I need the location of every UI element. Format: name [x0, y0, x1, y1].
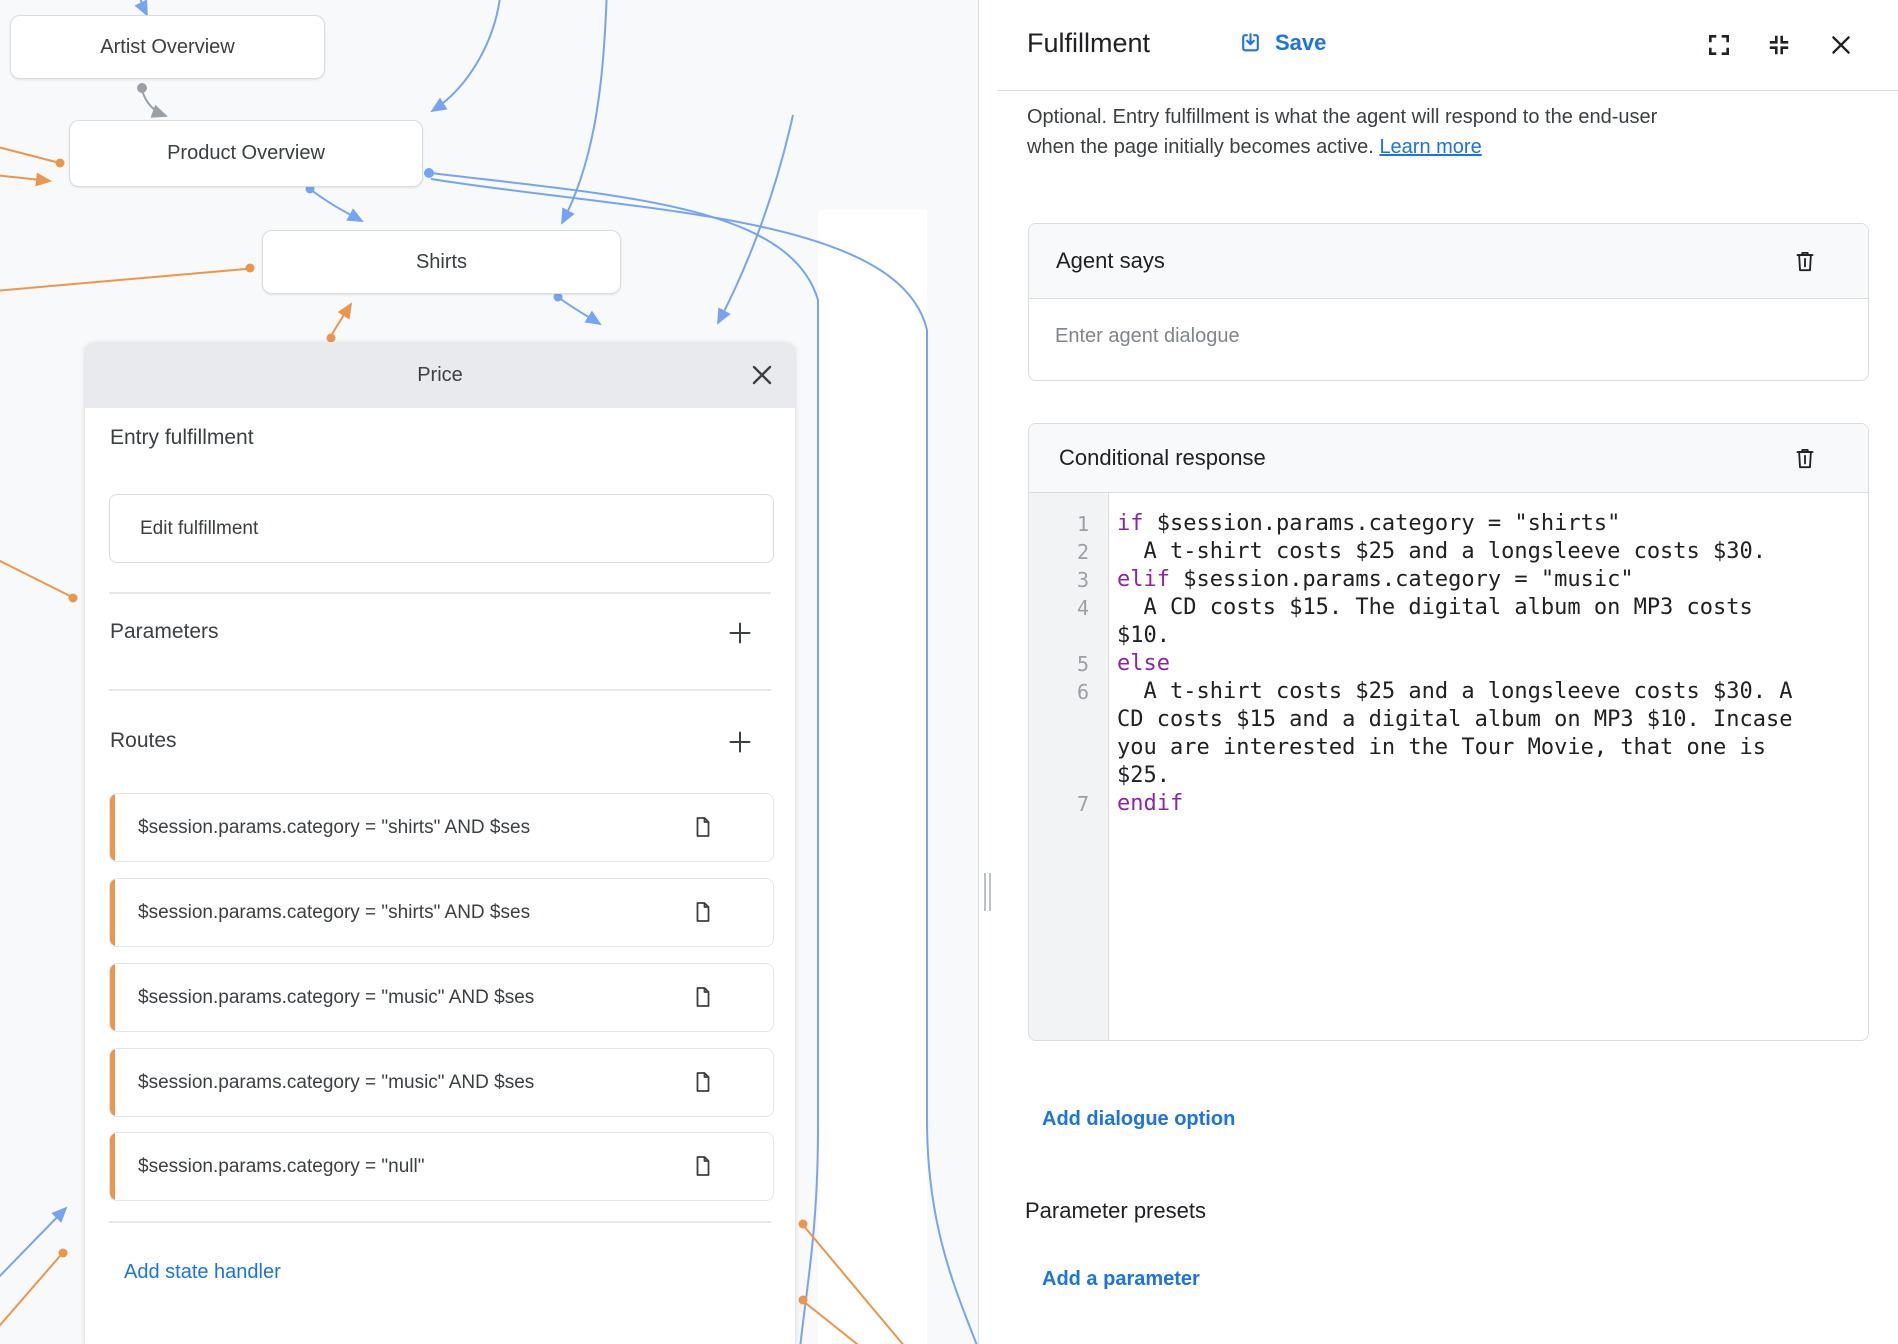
node-label: Product Overview: [167, 142, 325, 164]
route-condition-card[interactable]: [109, 1132, 774, 1201]
route-condition-card[interactable]: [109, 878, 774, 947]
collapse-panel-icon[interactable]: [1766, 32, 1792, 58]
route-condition-card[interactable]: [109, 963, 774, 1032]
route-condition-text: $session.params.category = "music" AND $ses: [138, 986, 535, 1008]
page-icon: [691, 985, 715, 1009]
edit-fulfillment-label: Edit fulfillment: [140, 517, 259, 539]
code-text: A t-shirt costs $25 and a longsleeve costs $30.: [1117, 539, 1767, 564]
flow-node-artist-overview[interactable]: [10, 15, 325, 79]
line-number: 6: [1076, 680, 1089, 704]
code-line: [1029, 510, 1868, 538]
divider: [109, 592, 771, 594]
divider: [109, 689, 771, 691]
fulfillment-description: [1027, 102, 1862, 162]
add-dialogue-option-link[interactable]: Add dialogue option: [1042, 1108, 1236, 1130]
learn-more-link[interactable]: Learn more: [1379, 136, 1482, 158]
line-number: 2: [1076, 540, 1089, 564]
node-label: Shirts: [415, 250, 468, 273]
code-text: endif: [1117, 791, 1184, 816]
save-button[interactable]: [1238, 30, 1326, 56]
routes-heading: Routes: [110, 729, 177, 752]
page-icon: [691, 1154, 715, 1178]
panel-resize-divider[interactable]: [978, 0, 999, 1344]
description-line1: Optional. Entry fulfillment is what the agent will respond to the end-user: [1027, 106, 1658, 128]
route-orange-bar: [110, 964, 115, 1031]
save-label: Save: [1275, 30, 1327, 55]
agent-says-title: Agent says: [1056, 248, 1165, 273]
line-number: 3: [1076, 568, 1089, 592]
route-condition-text: $session.params.category = "shirts" AND $ses: [138, 901, 531, 923]
close-icon[interactable]: [749, 362, 775, 388]
route-orange-bar: [110, 1133, 115, 1200]
code-line: [1029, 650, 1868, 678]
conditional-response-title: Conditional response: [1059, 445, 1266, 470]
node-label: Artist Overview: [100, 35, 235, 58]
code-line: [1029, 594, 1868, 650]
fulfillment-panel-header: [997, 0, 1898, 91]
route-condition-text: $session.params.category = "null": [138, 1155, 425, 1177]
conditional-response-header: [1029, 424, 1868, 493]
description-line2: when the page initially becomes active.: [1027, 136, 1374, 158]
delete-trash-icon[interactable]: [1792, 445, 1818, 471]
divider: [109, 1221, 771, 1223]
route-orange-bar: [110, 879, 115, 946]
code-line: [1029, 538, 1868, 566]
add-parameter-plus-icon[interactable]: [727, 620, 753, 646]
route-orange-bar: [110, 1049, 115, 1116]
route-orange-bar: [110, 794, 115, 861]
code-text: A CD costs $15. The digital album on MP3 costs $10.: [1117, 595, 1767, 648]
code-text: if $session.params.category = "shirts": [1117, 511, 1621, 536]
code-text: elif $session.params.category = "music": [1117, 567, 1634, 592]
flow-node-shirts[interactable]: [262, 230, 621, 294]
entry-fulfillment-heading: Entry fulfillment: [110, 426, 254, 449]
code-line: [1029, 790, 1868, 818]
fulfillment-panel: [997, 0, 1898, 1344]
line-number: 1: [1076, 512, 1089, 536]
code-line: [1029, 678, 1868, 790]
line-number: 5: [1076, 652, 1089, 676]
drag-handle-icon: [984, 873, 986, 911]
parameter-presets-heading: Parameter presets: [1025, 1198, 1206, 1223]
agent-dialogue-field[interactable]: [1029, 299, 1868, 380]
edit-fulfillment-button[interactable]: [109, 494, 774, 563]
line-number: 7: [1076, 792, 1089, 816]
conditional-response-card: [1028, 423, 1869, 1041]
route-condition-card[interactable]: [109, 793, 774, 862]
gray-edges: [142, 90, 166, 116]
panel-title: Fulfillment: [1027, 28, 1151, 58]
price-panel-title: Price: [417, 363, 463, 386]
price-panel-header: [85, 342, 795, 408]
add-route-plus-icon[interactable]: [727, 729, 753, 755]
add-state-handler-link[interactable]: Add state handler: [124, 1261, 281, 1283]
parameters-heading: Parameters: [110, 620, 219, 643]
price-page-panel: [85, 342, 795, 1344]
code-text: else: [1117, 651, 1170, 676]
route-condition-text: $session.params.category = "music" AND $ses: [138, 1071, 535, 1093]
code-line: [1029, 566, 1868, 594]
flow-node-product-overview[interactable]: [69, 120, 423, 187]
route-condition-card[interactable]: [109, 1048, 774, 1117]
drag-handle-icon: [989, 873, 991, 911]
close-icon[interactable]: [1828, 32, 1854, 58]
page-icon: [691, 900, 715, 924]
add-a-parameter-link[interactable]: Add a parameter: [1042, 1268, 1200, 1290]
agent-dialogue-placeholder: Enter agent dialogue: [1055, 325, 1240, 347]
expand-fullscreen-icon[interactable]: [1706, 32, 1732, 58]
route-condition-text: $session.params.category = "shirts" AND $ses: [138, 816, 531, 838]
code-editor[interactable]: [1029, 493, 1868, 1040]
gray-ports: [137, 83, 147, 93]
delete-trash-icon[interactable]: [1792, 248, 1818, 274]
agent-says-header: [1029, 224, 1868, 299]
agent-says-card: [1028, 223, 1869, 381]
page-icon: [691, 1070, 715, 1094]
save-icon: [1238, 31, 1263, 56]
page-icon: [691, 815, 715, 839]
line-number: 4: [1076, 596, 1089, 620]
code-text: A t-shirt costs $25 and a longsleeve costs $30. A CD costs $15 and a digital album on MP3 $10. Incase you are interested in the Tour Movie, that one is $25.: [1117, 679, 1806, 788]
